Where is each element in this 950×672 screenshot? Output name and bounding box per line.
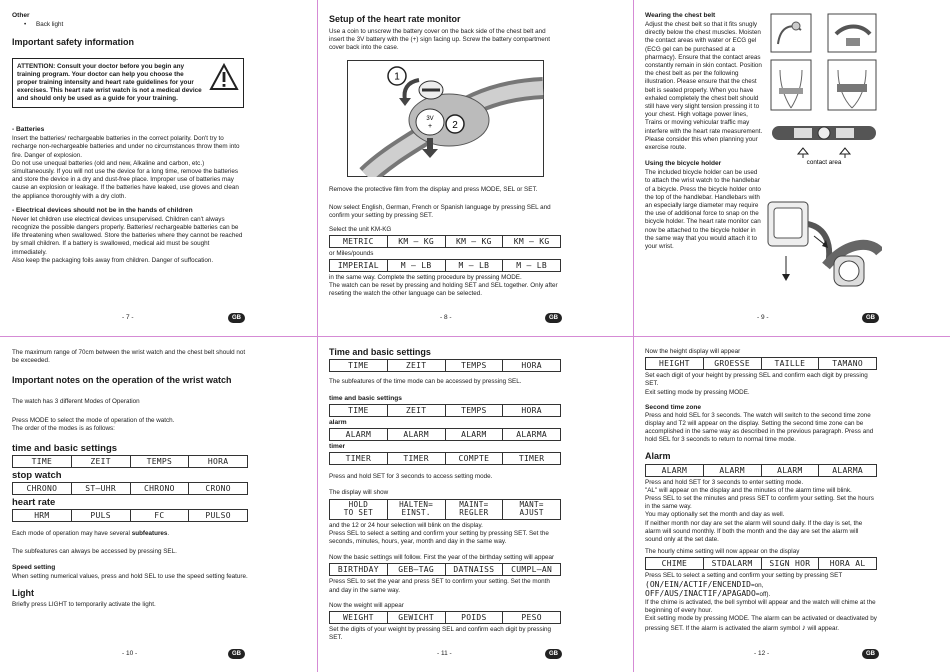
page-number: - 11 -	[437, 650, 452, 657]
lcd-cell: STDALARM	[704, 558, 762, 569]
warning-triangle-icon	[209, 63, 239, 91]
lcd-cell: ZEIT	[388, 405, 446, 416]
lcd-line: REGLER	[459, 508, 489, 518]
lcd-cell: ZEIT	[388, 360, 446, 371]
lcd-cell: TIME	[330, 360, 388, 371]
page-8-lower	[329, 186, 561, 305]
lcd-cell: TEMPS	[446, 360, 504, 371]
paragraph: The watch can be reset by pressing and holding SET and SEL together. Only after reseting the watch the other language can be selected.	[329, 282, 558, 298]
lcd-cell: TAILLE	[762, 358, 820, 369]
lcd-row-metric	[329, 235, 561, 248]
lcd-cell: TIMER	[388, 453, 446, 464]
paragraph: Press MODE to select the mode of operation of the watch.	[12, 416, 175, 424]
lcd-cell: COMPTE	[446, 453, 504, 464]
lcd-cell: ALARM	[704, 465, 762, 476]
speed-heading: Speed setting	[12, 564, 56, 572]
lcd-cell: PESO	[521, 613, 542, 623]
label: time and basic settings	[329, 395, 402, 403]
paragraph: in the same way. Complete the setting procedure by pressing MODE.	[329, 274, 522, 282]
lcd-cell: ST–UHR	[72, 483, 131, 494]
lcd-cell: ALARMA	[516, 430, 547, 440]
page-number: - 7 -	[122, 314, 134, 321]
paragraph	[645, 615, 877, 632]
page-number: - 12 -	[754, 650, 770, 657]
step-2-label: 2	[452, 120, 458, 131]
paragraph: Set the digits of your weight by pressing SEL and confirm each digit by pressing SET.	[329, 626, 552, 642]
language-badge: GB	[228, 649, 245, 659]
lcd-row-height	[645, 357, 877, 370]
lcd-line: TO SET	[343, 508, 373, 518]
paragraph: Use a coin to unscrew the battery cover on the back side of the chest belt and insert the 3V battery with the (+) sign facing up. Screw the battery compartment cover back into the case.	[329, 28, 551, 52]
warning-text: ATTENTION: Consult your doctor before you begin any training program. Your doctor can help you choose the proper training intensity and heart rate guidelines for your exercises. This heart rate wrist watch is not a medical device and should only be used as a guide for your training.	[17, 63, 202, 103]
text: Exit setting mode by pressing MODE. The alarm can be activated or deactivated by pressing SET. If the alarm is activated the alarm symbol	[645, 615, 877, 632]
paragraph: If neither month nor day are set the alarm will sound daily. If the day is set, the alarm will sound monthly. If both the month and the day are set the alarm will sound only at the set date.	[645, 519, 863, 544]
mode-label-time: time and basic settings	[12, 443, 118, 455]
lcd-line: MAINT=	[459, 499, 489, 509]
holder-heading: Using the bicycle holder	[645, 160, 722, 168]
lcd-cell: ALARM	[330, 429, 388, 440]
lcd-row-time-2	[329, 404, 561, 417]
paragraph: Press and hold SET for 3 seconds to access setting mode.	[329, 473, 493, 481]
paragraph: The included bicycle holder can be used to attach the wrist watch to the handlebar of a bicycle. Press the bicycle holder onto the top of the handlebar. Handlebars with an especially large diameter may require the use of additional force to snap on the bicycle holder. The heart rate monitor can now be attached to the bicycle holder in the same way that you would attach it to your wrist.	[645, 169, 761, 251]
lcd-text: OFF/AUS/INACTIF/APAGADO	[645, 588, 756, 598]
lcd-cell: ALARM	[446, 429, 504, 440]
chime-off-line	[645, 590, 877, 599]
paragraph: The subfeatures of the time mode can be accessed by pressing SEL.	[329, 378, 522, 385]
lcd-cell: IMPERIAL	[330, 260, 388, 271]
lcd-cell: FC	[131, 510, 190, 521]
paragraph: The maximum range of 70cm between the wrist watch and the chest belt should not be exceeded.	[12, 349, 246, 365]
page-12	[645, 348, 877, 633]
paragraph: Press SEL to select a setting and confirm your setting by pressing SET	[645, 572, 843, 580]
language-badge: GB	[228, 313, 245, 323]
lcd-row-alarm	[329, 428, 561, 441]
lcd-line: EINST.	[401, 508, 431, 518]
lcd-cell: GEWICHT	[388, 612, 446, 623]
lcd-cell: TAMANO	[832, 359, 863, 369]
lcd-cell: ALARM	[388, 429, 446, 440]
paragraph: Press SEL to set the minutes and press SET to confirm your setting. Set the hours in the same way.	[645, 495, 874, 511]
chest-belt-illustration	[766, 12, 882, 172]
page-7	[12, 12, 244, 271]
lcd-line: MANT=	[519, 499, 544, 509]
lcd-cell: HEIGHT	[646, 358, 704, 369]
lcd-cell: ALARM	[762, 465, 820, 476]
paragraph: and the 12 or 24 hour selection will blink on the display.	[329, 521, 483, 529]
paragraph: Now the basic settings will follow. First the year of the birthday setting will appear	[329, 554, 555, 562]
label: timer	[329, 443, 346, 451]
battery-plus-label: +	[427, 123, 433, 130]
paragraph: The watch has 3 different Modes of Operation	[12, 398, 140, 406]
page-divider	[0, 336, 950, 337]
paragraph: If the chime is activated, the bell symbol will appear and the watch will chime at the beginning of every hour.	[645, 599, 876, 615]
page-number: - 9 -	[757, 314, 769, 321]
lcd-cell: M – LB	[388, 260, 446, 271]
list-item-text: Back light	[36, 21, 64, 28]
lcd-cell: TIME	[330, 405, 388, 416]
paragraph: The order of the modes is as follows:	[12, 424, 115, 432]
paragraph: Now the height display will appear	[645, 348, 741, 355]
paragraph: Now the weight will appear	[329, 601, 404, 609]
page-number: - 10 -	[122, 650, 138, 657]
lcd-cell: TEMPS	[446, 405, 504, 416]
lcd-cell: TIME	[13, 456, 72, 467]
light-heading: Light	[12, 587, 34, 598]
lcd-cell: ALARMA	[832, 465, 863, 475]
paragraph: Briefly press LIGHT to temporarily activate the light.	[12, 600, 156, 608]
lcd-row-birthday	[329, 563, 561, 576]
contact-area-label: contact area	[806, 159, 842, 166]
paragraph: You may optionally set the month and day as well.	[645, 511, 785, 519]
language-badge: GB	[862, 649, 879, 659]
lcd-row-time	[329, 359, 561, 372]
lcd-cell: GROESSE	[704, 358, 762, 369]
label: or Miles/pounds	[329, 249, 374, 257]
paragraph: The subfeatures can always be accessed by pressing SEL.	[12, 548, 177, 556]
paragraph: Also keep the packaging foils away from children. Danger of suffocation.	[12, 256, 214, 264]
paragraph	[12, 530, 248, 538]
lcd-cell: PULSO	[205, 511, 231, 521]
lcd-cell: BIRTHDAY	[330, 564, 388, 575]
section-title: Time and basic settings	[329, 347, 431, 357]
lcd-cell: POIDS	[446, 612, 504, 623]
page-10	[12, 349, 248, 615]
lcd-cell: KM – KG	[388, 236, 446, 247]
language-badge: GB	[862, 313, 879, 323]
paragraph: Press SEL to set the year and press SET to confirm your setting. Set the month and day in the same way.	[329, 578, 550, 594]
text: .	[167, 530, 170, 538]
paragraph: Remove the protective film from the display and press MODE, SEL or SET.	[329, 186, 538, 193]
lcd-cell: HORA	[521, 361, 542, 370]
page-8	[329, 12, 561, 59]
lcd-cell: KM – KG	[513, 236, 550, 246]
paragraph: Adjust the chest belt so that it fits snugly directly below the chest muscles. Moisten the contact areas with water or ECG gel (ECG gel can be purchased at a pharmacy). Ensure that the contact areas constantly remain in skin contact. Position the chest belt as per the following illustration. Please ensure that the chest belt is seated properly. When you have exhaled completely the chest belt should still have very slight tension pressing it to your chest. High voltage power lines, Trains or moving vehicular traffic may interfere with the heart rate measurement. Please consider this when planning your exercise route.	[645, 21, 763, 152]
lcd-row-alarm	[645, 464, 877, 477]
paragraph: Never let children use electrical devices unsupervised. Children can't always recognize the possible dangers properly. Batteries/ rechargeable batteries can be life threatening when swallowed. Store the batteries where they cannot be reached by small children. If a battery is swallowed, medical aid must be sought immediately.	[12, 215, 243, 256]
children-heading: - Electrical devices should not be in the hands of children	[12, 206, 193, 214]
paragraph: Insert the batteries/ rechargeable batteries in the correct polarity. Don't try to recharge non-rechargeable batteries and under no circumstances throw them into fire. Danger of explosion.	[12, 135, 240, 159]
text: Each mode of operation may have several	[12, 530, 132, 538]
section-title: Important safety information	[12, 37, 135, 48]
lcd-line: HALTEN=	[399, 499, 434, 509]
section-title: Setup of the heart rate monitor	[329, 14, 461, 24]
paragraph: Set each digit of your height by pressing SEL and confirm each digit by pressing SET.	[645, 372, 868, 388]
bicycle-holder-illustration	[766, 196, 882, 300]
lcd-row-imperial	[329, 259, 561, 272]
lcd-cell	[503, 500, 560, 519]
text: =off).	[755, 590, 771, 598]
lcd-cell: HORA AL	[829, 559, 866, 569]
lcd-cell: DATNAISS	[446, 564, 504, 575]
paragraph: Press and hold SEL for 3 seconds. The watch will switch to the second time zone display and T2 will appear on the display. Setting the second time zone can be accomplished in the same way as described in the previous paragraph. Press and hold SEL for 3 seconds to return to normal time mode.	[645, 411, 874, 444]
lcd-cell: TIMER	[330, 453, 388, 464]
lcd-line: HOLD	[348, 499, 369, 509]
alarm-heading: Alarm	[645, 450, 671, 461]
paragraph: Press SEL to select a setting and confirm your setting by pressing SET. Set the seconds, minutes, hours, year, month and day in the same way.	[329, 529, 549, 546]
lcd-cell	[446, 500, 504, 519]
battery-install-illustration	[347, 60, 544, 177]
lcd-cell: ALARM	[646, 465, 704, 476]
page-9	[645, 12, 763, 257]
paragraph: Do not use unequal batteries (old and new, Alkaline and carbon, etc.) simultaneously. If you will not use the device for a long time, remove the batteries and store the device in a dry and dust-free place. Improper use of batteries may cause an explosion or leakage. If the batteries have leaked, use gloves and clean the appliance thoroughly with a dry cloth.	[12, 159, 239, 200]
lcd-cell	[388, 500, 446, 519]
mode-label-stopwatch: stop watch	[12, 470, 62, 482]
bullet: •	[24, 21, 27, 28]
lcd-cell: ZEIT	[72, 456, 131, 467]
label: alarm	[329, 419, 347, 427]
lcd-line: AJUST	[519, 508, 544, 518]
lcd-cell: GEB–TAG	[388, 564, 446, 575]
lcd-text: (ON/EIN/ACTIF/ENCENDID	[645, 579, 751, 589]
language-badge: GB	[545, 649, 562, 659]
list-item	[12, 21, 244, 29]
lcd-cell: CRONO	[205, 484, 231, 494]
alarm-symbol-icon: ♪	[801, 622, 806, 632]
section-title: Important notes on the operation of the wrist watch	[12, 375, 232, 386]
lcd-cell: KM – KG	[446, 236, 504, 247]
text: will appear.	[807, 624, 840, 632]
second-zone-heading: Second time zone	[645, 403, 702, 411]
wearing-heading: Wearing the chest belt	[645, 12, 716, 19]
warning-box	[12, 58, 244, 108]
lcd-row-weight	[329, 611, 561, 624]
lcd-cell: CHRONO	[131, 483, 190, 494]
lcd-cell: HRM	[13, 510, 72, 521]
lcd-cell: HORA	[207, 457, 229, 467]
battery-label: 3V	[426, 116, 434, 122]
lcd-row-heartrate	[12, 509, 248, 522]
lcd-row-stopwatch	[12, 482, 248, 495]
lcd-cell: HORA	[521, 406, 542, 416]
lcd-cell: PULS	[72, 510, 131, 521]
label: Select the unit KM-KG	[329, 225, 392, 233]
label: The display will show	[329, 489, 389, 497]
page-number: - 8 -	[440, 314, 452, 321]
lcd-row-timer	[329, 452, 561, 465]
lcd-cell: CUMPL–AN	[511, 565, 553, 575]
page-11	[329, 347, 561, 648]
lcd-cell: M – LB	[446, 260, 504, 271]
lcd-cell: SIGN HOR	[762, 558, 820, 569]
paragraph: Now select English, German, French or Spanish language by pressing SEL and confirm your setting by pressing SET.	[329, 204, 551, 220]
lcd-cell: TEMPS	[131, 456, 190, 467]
text: =on,	[750, 581, 764, 589]
lcd-cell: TIMER	[518, 454, 545, 464]
lcd-row-chime	[645, 557, 877, 570]
step-1-label: 1	[394, 71, 400, 83]
language-badge: GB	[545, 313, 562, 323]
text-bold: subfeatures	[131, 530, 168, 538]
lcd-cell: M – LB	[516, 261, 547, 271]
lcd-row-time	[12, 455, 248, 468]
paragraph: The hourly chime setting will now appear on the display	[645, 548, 800, 556]
paragraph: When setting numerical values, press and hold SEL to use the speed setting feature.	[12, 573, 248, 581]
batteries-heading: - Batteries	[12, 126, 45, 134]
paragraph: "AL" will appear on the display and the minutes of the alarm time will blink.	[645, 486, 852, 494]
lcd-cell: CHIME	[646, 558, 704, 569]
other-heading: Other	[12, 12, 30, 19]
lcd-row-hold	[329, 499, 561, 520]
lcd-cell: METRIC	[330, 236, 388, 247]
lcd-cell: CHRONO	[13, 483, 72, 494]
lcd-cell: WEIGHT	[330, 612, 388, 623]
paragraph: Exit setting mode by pressing MODE.	[645, 388, 750, 396]
lcd-cell	[330, 500, 388, 519]
paragraph: Press and hold SET for 3 seconds to enter setting mode.	[645, 478, 804, 486]
mode-label-heartrate: heart rate	[12, 497, 56, 509]
